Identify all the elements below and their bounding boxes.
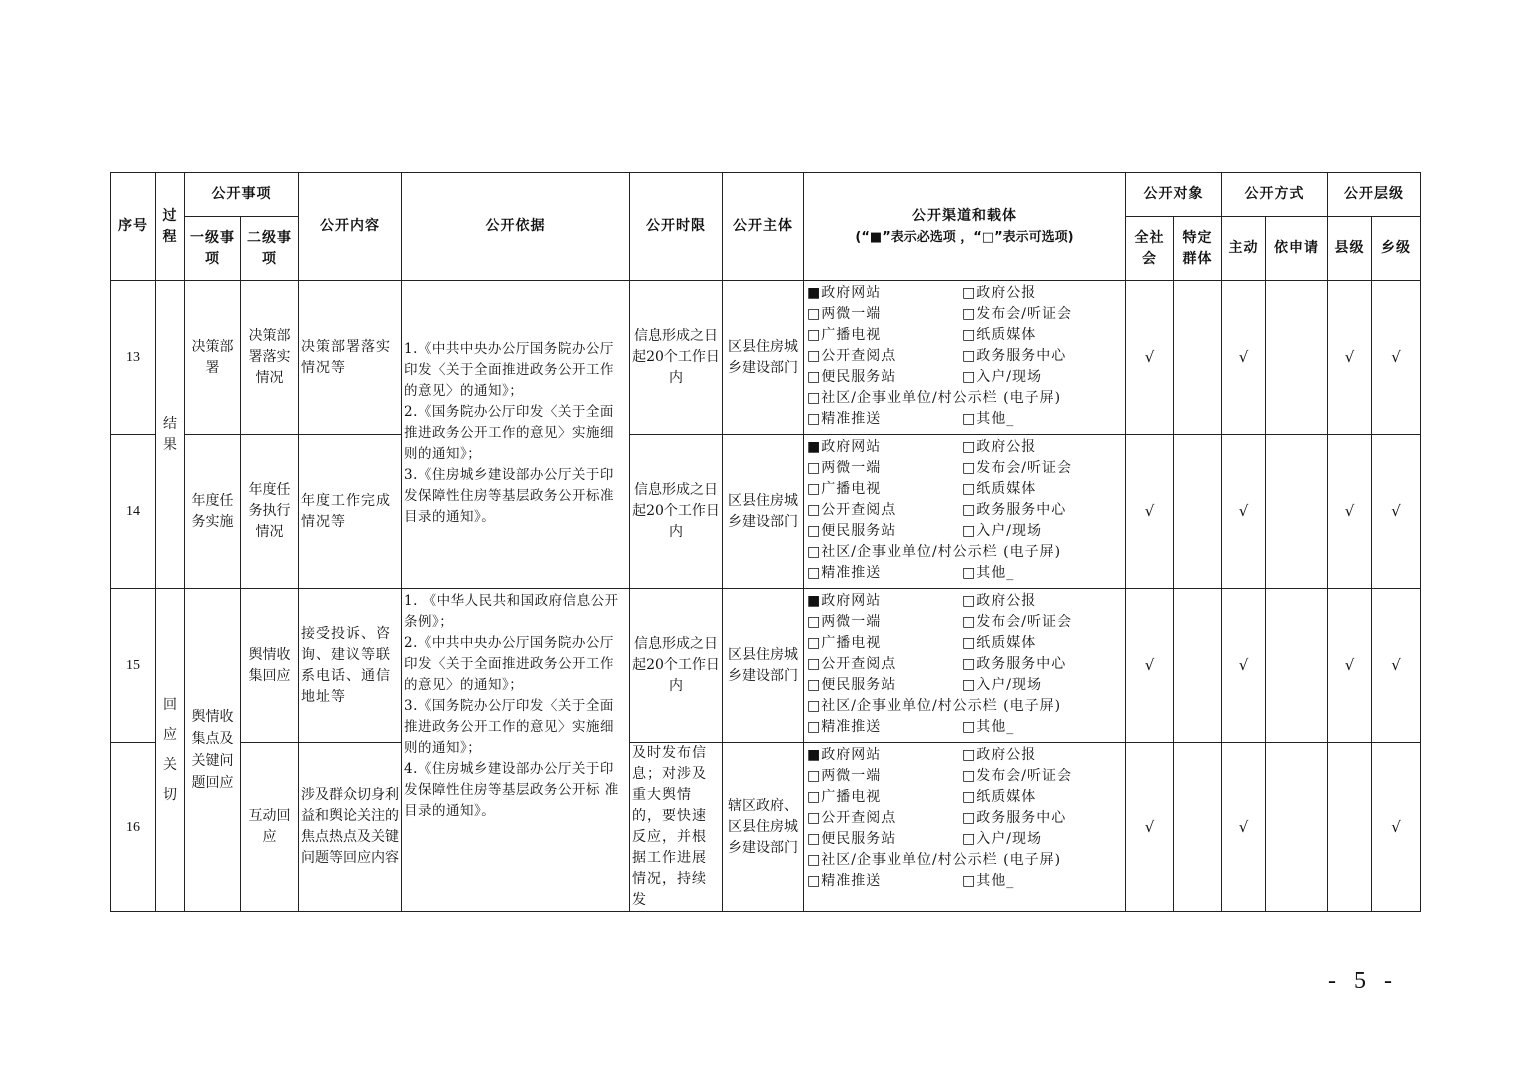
header-process: 过程 [156, 173, 185, 281]
table-row [111, 435, 1421, 589]
mark-active: √ [1222, 589, 1266, 743]
group-response: 回应关切 [156, 589, 185, 912]
channel-option: □广播电视 [807, 327, 882, 343]
header-seq: 序号 [111, 173, 156, 281]
channel-option: □精准推送 [807, 411, 882, 427]
channel-option: □公开查阅点 [807, 810, 897, 826]
channel-option: □入户/现场 [962, 523, 1042, 539]
channel-option: □两微一端 [807, 768, 882, 784]
mark-all: √ [1126, 743, 1174, 912]
mark-town: √ [1372, 589, 1421, 743]
channel-option: □其他_ [962, 565, 1015, 581]
mark-specific [1174, 589, 1222, 743]
row-level2: 互动回应 [241, 743, 299, 912]
channel-option: ■政府网站 [807, 285, 882, 301]
channel-option: □两微一端 [807, 460, 882, 476]
mark-county [1328, 743, 1372, 912]
channel-option: □两微一端 [807, 306, 882, 322]
channel-option: □政府公报 [962, 439, 1037, 455]
row-basis: 1. 《中华人民共和国政府信息公开条例》； 2.《中共中央办公厅国务院办公厅 印发〈关于全面推进政务公开工作 的意见〉的通知》； 3.《国务院办公厅印发〈关于全面 推进政务公开工作的意见〉实施细 则的通知》； 4.《住房城乡建设部办公厅关于印 发保障性住房等基层政务公开标 准目录的通知》。 [402, 589, 630, 912]
row-channels [804, 743, 1126, 912]
header-time-limit: 公开时限 [630, 173, 723, 281]
channel-option: □公开查阅点 [807, 656, 897, 672]
channel-option: □纸质媒体 [962, 481, 1037, 497]
channel-option: □入户/现场 [962, 677, 1042, 693]
channel-option: □社区/企事业单位/村公示栏 (电子屏) [807, 698, 1062, 714]
mark-town: √ [1372, 435, 1421, 589]
channel-option: ■政府网站 [807, 593, 882, 609]
channel-option: □广播电视 [807, 635, 882, 651]
row-level2: 年度任务执行情况 [241, 435, 299, 589]
channels-title: 公开渠道和载体 [912, 207, 1017, 224]
channel-option: □政府公报 [962, 285, 1037, 301]
channel-option: □政务服务中心 [962, 502, 1067, 518]
row-channels [804, 589, 1126, 743]
row-subject: 辖区政府、区县住房城乡建设部门 [723, 743, 804, 912]
channel-option: ■政府网站 [807, 747, 882, 763]
table-row [111, 589, 1421, 743]
header-channels [804, 173, 1126, 281]
channel-option: □入户/现场 [962, 369, 1042, 385]
channel-option: □社区/企事业单位/村公示栏 (电子屏) [807, 390, 1062, 406]
mark-town: √ [1372, 743, 1421, 912]
header-level1: 一级事项 [185, 217, 241, 281]
channels-note: (“■”表示必选项 ，“□”表示可选项) [855, 229, 1074, 245]
row-level2: 舆情收集回应 [241, 589, 299, 743]
channel-option: □政务服务中心 [962, 810, 1067, 826]
row-content: 年度工作完成情况等 [299, 435, 402, 589]
channel-option: ■政府网站 [807, 439, 882, 455]
mark-apply [1266, 589, 1328, 743]
row-subject: 区县住房城乡建设部门 [723, 435, 804, 589]
channel-option: □发布会/听证会 [962, 460, 1072, 476]
mark-active: √ [1222, 435, 1266, 589]
row-subject: 区县住房城乡建设部门 [723, 281, 804, 435]
channel-option: □便民服务站 [807, 677, 897, 693]
header-method-apply: 依申请 [1266, 217, 1328, 281]
mark-active: √ [1222, 743, 1266, 912]
header-items: 公开事项 [185, 173, 299, 217]
row-subject: 区县住房城乡建设部门 [723, 589, 804, 743]
header-method-active: 主动 [1222, 217, 1266, 281]
mark-all: √ [1126, 435, 1174, 589]
mark-town: √ [1372, 281, 1421, 435]
row-time-limit: 信息形成之日起20个工作日内 [630, 435, 723, 589]
channel-option: □精准推送 [807, 873, 882, 889]
header-basis: 公开依据 [402, 173, 630, 281]
channel-option: □便民服务站 [807, 369, 897, 385]
mark-specific [1174, 435, 1222, 589]
channel-option: □发布会/听证会 [962, 306, 1072, 322]
channel-option: □政务服务中心 [962, 656, 1067, 672]
channel-option: □其他_ [962, 411, 1015, 427]
mark-apply [1266, 435, 1328, 589]
channel-option: □公开查阅点 [807, 348, 897, 364]
channel-option: □政务服务中心 [962, 348, 1067, 364]
table-row [111, 281, 1421, 435]
mark-all: √ [1126, 589, 1174, 743]
row-seq: 14 [111, 435, 156, 589]
header-tier-county: 县级 [1328, 217, 1372, 281]
header-target: 公开对象 [1126, 173, 1222, 217]
mark-county: √ [1328, 281, 1372, 435]
channel-option: □纸质媒体 [962, 327, 1037, 343]
channel-option: □纸质媒体 [962, 789, 1037, 805]
channel-option: □纸质媒体 [962, 635, 1037, 651]
channel-option: □入户/现场 [962, 831, 1042, 847]
mark-specific [1174, 281, 1222, 435]
row-time-limit: 及时发布信息；对涉及重大舆情的，要快速反应，并根据工作进展情况，持续发 [630, 743, 723, 912]
channel-option: □政府公报 [962, 593, 1037, 609]
mark-county: √ [1328, 589, 1372, 743]
header-method: 公开方式 [1222, 173, 1328, 217]
header-level2: 二级事项 [241, 217, 299, 281]
mark-apply [1266, 281, 1328, 435]
disclosure-table [110, 172, 1421, 912]
mark-county: √ [1328, 435, 1372, 589]
mark-specific [1174, 743, 1222, 912]
channel-option: □发布会/听证会 [962, 614, 1072, 630]
row-content: 接受投诉、咨询、建议等联系电话、通信地址等 [299, 589, 402, 743]
mark-all: √ [1126, 281, 1174, 435]
row-seq: 13 [111, 281, 156, 435]
channel-option: □广播电视 [807, 481, 882, 497]
channel-option: □便民服务站 [807, 523, 897, 539]
row-time-limit: 信息形成之日起20个工作日内 [630, 589, 723, 743]
channel-option: □其他_ [962, 719, 1015, 735]
row-level1: 决策部署 [185, 281, 241, 435]
channel-option: □发布会/听证会 [962, 768, 1072, 784]
mark-active: √ [1222, 281, 1266, 435]
row-level1: 年度任务实施 [185, 435, 241, 589]
row-seq: 16 [111, 743, 156, 912]
row-content: 决策部署落实情况等 [299, 281, 402, 435]
row-level2: 决策部署落实情况 [241, 281, 299, 435]
header-target-specific: 特定群体 [1174, 217, 1222, 281]
header-tier-town: 乡级 [1372, 217, 1421, 281]
channel-option: □便民服务站 [807, 831, 897, 847]
channel-option: □其他_ [962, 873, 1015, 889]
group-opinion: 舆情收集点及关键问题回应 [185, 589, 241, 912]
header-subject: 公开主体 [723, 173, 804, 281]
channel-option: □广播电视 [807, 789, 882, 805]
mark-apply [1266, 743, 1328, 912]
channel-option: □政府公报 [962, 747, 1037, 763]
row-seq: 15 [111, 589, 156, 743]
page-number: - 5 - [1328, 968, 1398, 994]
row-content: 涉及群众切身利益和舆论关注的焦点热点及关键问题等回应内容 [299, 743, 402, 912]
channel-option: □两微一端 [807, 614, 882, 630]
group-result: 结果 [156, 281, 185, 589]
row-time-limit: 信息形成之日起20个工作日内 [630, 281, 723, 435]
row-channels [804, 281, 1126, 435]
channel-option: □社区/企事业单位/村公示栏 (电子屏) [807, 852, 1062, 868]
header-tier: 公开层级 [1328, 173, 1421, 217]
channel-option: □精准推送 [807, 565, 882, 581]
channel-option: □公开查阅点 [807, 502, 897, 518]
header-target-all: 全社会 [1126, 217, 1174, 281]
channel-option: □精准推送 [807, 719, 882, 735]
row-channels [804, 435, 1126, 589]
table-row [111, 743, 1421, 912]
header-content: 公开内容 [299, 173, 402, 281]
channel-option: □社区/企事业单位/村公示栏 (电子屏) [807, 544, 1062, 560]
row-basis: 1.《中共中央办公厅国务院办公厅 印发〈关于全面推进政务公开工作 的意见〉的通知》； 2.《国务院办公厅印发〈关于全面 推进政务公开工作的意见〉实施细 则的通知》； 3.《住房城乡建设部办公厅关于印 发保障性住房等基层政务公开标准目录的通知》。 [402, 281, 630, 589]
